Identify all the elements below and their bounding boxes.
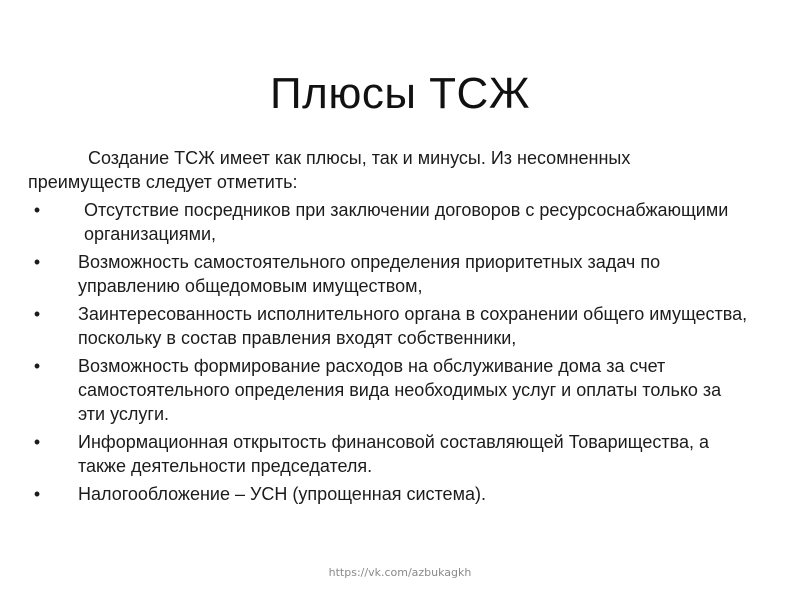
- slide-title: Плюсы ТСЖ: [270, 69, 530, 119]
- bullet-icon: •: [33, 304, 41, 324]
- bullet-icon: •: [33, 432, 41, 452]
- bullet-icon: •: [33, 484, 41, 504]
- bullet-text: Заинтересованность исполнительного органа в сохранении общего имущества, поскольку в состав правления входят собственники,: [78, 304, 748, 348]
- slide-body: [28, 146, 748, 510]
- bullet-text: Отсутствие посредников при заключении договоров с ресурсоснабжающими организациями,: [84, 200, 729, 244]
- list-item: [28, 198, 748, 246]
- list-item: [28, 430, 748, 478]
- intro-paragraph: Создание ТСЖ имеет как плюсы, так и минусы. Из несомненных преимуществ следует отметить:: [28, 148, 631, 192]
- bullet-icon: •: [33, 356, 41, 376]
- footer-link[interactable]: https://vk.com/azbukagkh: [328, 566, 472, 579]
- list-item: [28, 302, 748, 350]
- bullet-list: [28, 198, 748, 506]
- bullet-text: Информационная открытость финансовой составляющей Товарищества, а также деятельности председателя.: [78, 432, 709, 476]
- bullet-text: Налогообложение – УСН (упрощенная система).: [78, 484, 486, 504]
- bullet-text: Возможность самостоятельного определения приоритетных задач по управлению общедомовым имуществом,: [78, 252, 661, 296]
- bullet-icon: •: [33, 200, 41, 220]
- bullet-icon: •: [33, 252, 41, 272]
- list-item: [28, 482, 748, 506]
- list-item: [28, 250, 748, 298]
- list-item: [28, 354, 748, 426]
- bullet-text: Возможность формирование расходов на обслуживание дома за счет самостоятельного определения вида необходимых услуг и оплаты только за эти услуги.: [78, 356, 722, 424]
